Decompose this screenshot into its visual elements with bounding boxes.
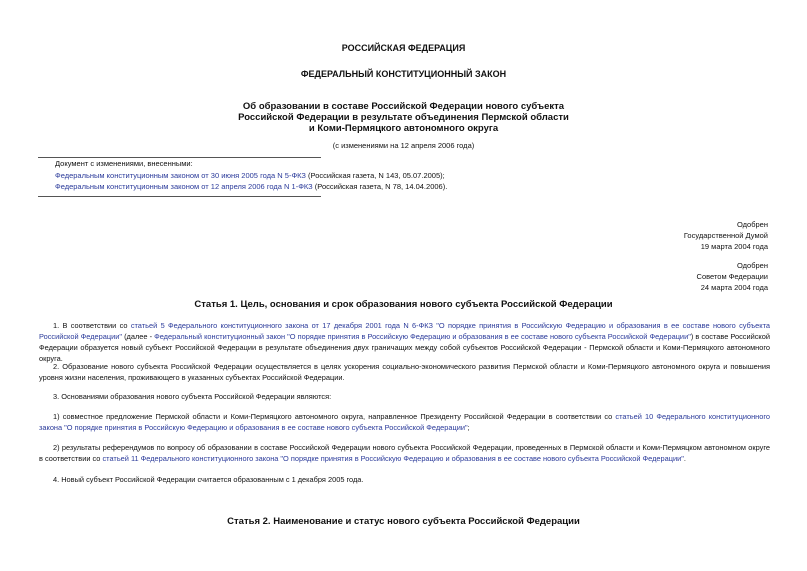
article-2-heading: Статья 2. Наименование и статус нового субъекта Российской Федерации — [227, 516, 580, 527]
amendment-item — [55, 182, 447, 192]
divider — [38, 157, 321, 158]
amendments-heading: Документ с изменениями, внесенными: — [55, 159, 193, 168]
approval-line: Одобрен — [737, 220, 768, 229]
approval-line: Одобрен — [737, 261, 768, 270]
approval-line: Советом Федерации — [696, 272, 768, 281]
article-1-paragraph-4: 4. Новый субъект Российской Федерации считается образованным с 1 декабря 2005 года. — [53, 475, 364, 484]
law-link[interactable]: Федеральный конституционный закон "О порядке принятия в Российскую Федерацию и образования в ее составе нового субъекта Российской Федерации" — [154, 332, 691, 341]
article-1-paragraph-1 — [39, 320, 770, 364]
amendment-link[interactable]: Федеральным конституционным законом от 12 апреля 2006 года N 1-ФКЗ — [55, 182, 313, 191]
title-line: и Коми-Пермяцкого автономного округа — [308, 123, 499, 134]
article-1-subitem-1 — [39, 411, 770, 433]
title-line: Российской Федерации в результате объединения Пермской области — [238, 112, 569, 123]
law-type-heading: ФЕДЕРАЛЬНЫЙ КОНСТИТУЦИОННЫЙ ЗАКОН — [300, 69, 507, 79]
changes-note: (с изменениями на 12 апреля 2006 года) — [332, 141, 475, 150]
article-1-subitem-2 — [39, 442, 770, 464]
paragraph-text: ; — [467, 423, 470, 432]
article-1-paragraph-2: 2. Образование нового субъекта Российской Федерации осуществляется в целях ускорения социально-экономического развития Пермской области и Коми-Пермяцкого автономного округа и повышения уровня жизни населения, проживающего в указанных субъектах Российской Федерации. — [39, 362, 770, 382]
approval-line: 19 марта 2004 года — [700, 242, 768, 251]
paragraph-text: ) в составе Российской Федерации образуется новый субъект Российской Федерации в результате объединения двух граничащих между собой субъектов Российской Федерации - Пермской области и Коми-Пермяцкого автономного округа. — [39, 332, 770, 363]
divider — [38, 196, 321, 197]
paragraph-text: 2) результаты референдумов по вопросу об образовании в составе Российской Федерации нового субъекта Российской Федерации, проведенных в Пермской области и Коми-Пермяцком автономном округе в соответствии со — [39, 443, 770, 463]
amendment-link[interactable]: Федеральным конституционным законом от 30 июня 2005 года N 5-ФКЗ — [55, 171, 306, 180]
paragraph-text: 1. В соответствии со — [53, 321, 131, 330]
amendment-source: (Российская газета, N 143, 05.07.2005); — [305, 171, 445, 180]
paragraph-text: (далее - — [122, 332, 155, 341]
document-title — [200, 101, 607, 134]
article-1-paragraph-3: 3. Основаниями образования нового субъекта Российской Федерации являются: — [53, 392, 332, 401]
amendment-source: (Российская газета, N 78, 14.04.2006). — [312, 182, 448, 191]
paragraph-text: 1) совместное предложение Пермской области и Коми-Пермяцкого автономного округа, направленное Президенту Российской Федерации в соответствии со — [53, 412, 616, 421]
title-line: Об образовании в составе Российской Федерации нового субъекта — [242, 101, 565, 112]
article-1-heading: Статья 1. Цель, основания и срок образования нового субъекта Российской Федерации — [194, 299, 613, 310]
country-heading: РОССИЙСКАЯ ФЕДЕРАЦИЯ — [341, 43, 466, 53]
law-link[interactable]: статьей 11 Федерального конституционного закона "О порядке принятия в Российскую Федерацию и образования в ее составе нового субъекта Российской Федерации" — [102, 454, 684, 463]
approval-duma — [568, 219, 768, 252]
approval-line: Государственной Думой — [683, 231, 768, 240]
law-link[interactable]: статьей 10 Федерального конституционного закона "О порядке принятия в Российскую Федерацию и образования в ее составе нового субъекта Российской Федерации" — [39, 412, 770, 432]
approval-federation-council — [568, 260, 768, 293]
amendment-item — [55, 171, 445, 181]
law-link[interactable]: статьей 5 Федерального конституционного закона от 17 декабря 2001 года N 6-ФКЗ "О порядке принятия в Российскую Федерацию и образования в ее составе нового субъекта Российской Федерации" — [39, 321, 770, 341]
paragraph-text: . — [683, 454, 686, 463]
approval-line: 24 марта 2004 года — [700, 283, 768, 292]
